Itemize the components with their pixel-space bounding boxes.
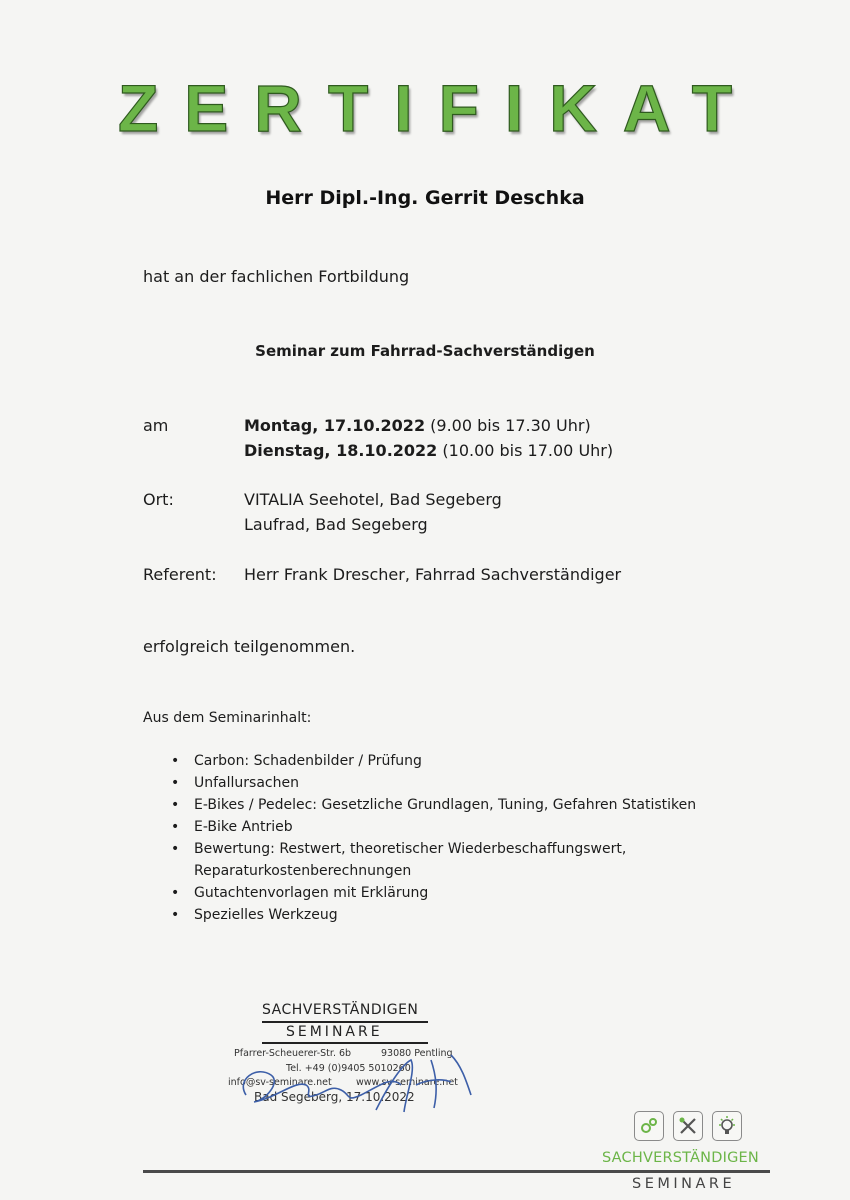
- topic-list: [143, 750, 734, 926]
- bullet-icon: •: [171, 753, 180, 769]
- list-item: • Carbon: Schadenbilder / Prüfung: [143, 750, 734, 772]
- lightbulb-icon: [712, 1111, 742, 1141]
- list-item: • Unfallursachen: [143, 772, 734, 794]
- signature: [226, 1040, 486, 1120]
- location-line-2: Laufrad, Bad Segeberg: [244, 515, 428, 534]
- seminar-title: Seminar zum Fahrrad-Sachverständigen: [255, 342, 595, 360]
- list-item: • E-Bikes / Pedelec: Gesetzliche Grundlagen, Tuning, Gefahren Statistiken: [143, 794, 734, 816]
- list-item: • Gutachtenvorlagen mit Erklärung: [143, 882, 734, 904]
- date-2-time: (10.00 bis 17.00 Uhr): [442, 441, 614, 460]
- seminare-logo: [598, 1108, 778, 1198]
- stamp-web: www.sv-seminare.net: [356, 1077, 458, 1088]
- stamp-street: Pfarrer-Scheuerer-Str. 6b: [234, 1048, 352, 1059]
- stamp-divider: [262, 1021, 428, 1023]
- gears-icon: [634, 1111, 664, 1141]
- logo-line-1: SACHVERSTÄNDIGEN: [602, 1150, 759, 1166]
- stamp-city: 93080 Pentling: [381, 1048, 453, 1059]
- logo-line-2: SEMINARE: [632, 1176, 736, 1192]
- tools-icon: [673, 1111, 703, 1141]
- certificate-title: ZERTIFIKAT: [117, 71, 759, 145]
- list-item: • E-Bike Antrieb: [143, 816, 734, 838]
- date-1-time: (9.00 bis 17.30 Uhr): [430, 416, 591, 435]
- location-label: Ort:: [143, 490, 174, 509]
- recipient-name: Herr Dipl.-Ing. Gerrit Deschka: [265, 187, 585, 209]
- stamp-line-1: SACHVERSTÄNDIGEN: [262, 1002, 419, 1018]
- bullet-icon: •: [171, 885, 180, 901]
- stamp-email: info@sv-seminare.net: [228, 1077, 332, 1088]
- content-heading: Aus dem Seminarinhalt:: [143, 710, 312, 726]
- bullet-icon: •: [171, 819, 180, 835]
- footer-divider: [143, 1170, 600, 1173]
- date-row-2: [244, 441, 613, 460]
- bullet-icon: •: [171, 797, 180, 813]
- bullet-icon: •: [171, 841, 180, 857]
- location-line-1: VITALIA Seehotel, Bad Segeberg: [244, 490, 502, 509]
- dates-label: am: [143, 416, 169, 435]
- stamp-place-date: Bad Segeberg, 17.10.2022: [254, 1090, 415, 1104]
- bullet-icon: •: [171, 775, 180, 791]
- intro-text: hat an der fachlichen Fortbildung: [143, 267, 410, 286]
- list-item-continuation: Reparaturkostenberechnungen: [194, 863, 412, 879]
- date-row-1: [244, 416, 591, 435]
- logo-icon-row: [634, 1111, 746, 1145]
- list-item: • Bewertung: Restwert, theoretischer Wiederbeschaffungswert,: [143, 838, 734, 860]
- stamp-line-2: SEMINARE: [286, 1024, 383, 1040]
- speaker-value: Herr Frank Drescher, Fahrrad Sachverständiger: [244, 565, 622, 584]
- date-2-day: Dienstag, 18.10.2022: [244, 441, 438, 460]
- bullet-icon: •: [171, 907, 180, 923]
- speaker-label: Referent:: [143, 565, 217, 584]
- footer-divider: [600, 1170, 770, 1173]
- date-1-day: Montag, 17.10.2022: [244, 416, 426, 435]
- list-item: • Spezielles Werkzeug: [143, 904, 734, 926]
- closing-text: erfolgreich teilgenommen.: [143, 637, 356, 656]
- stamp-phone: Tel. +49 (0)9405 5010260: [286, 1063, 411, 1074]
